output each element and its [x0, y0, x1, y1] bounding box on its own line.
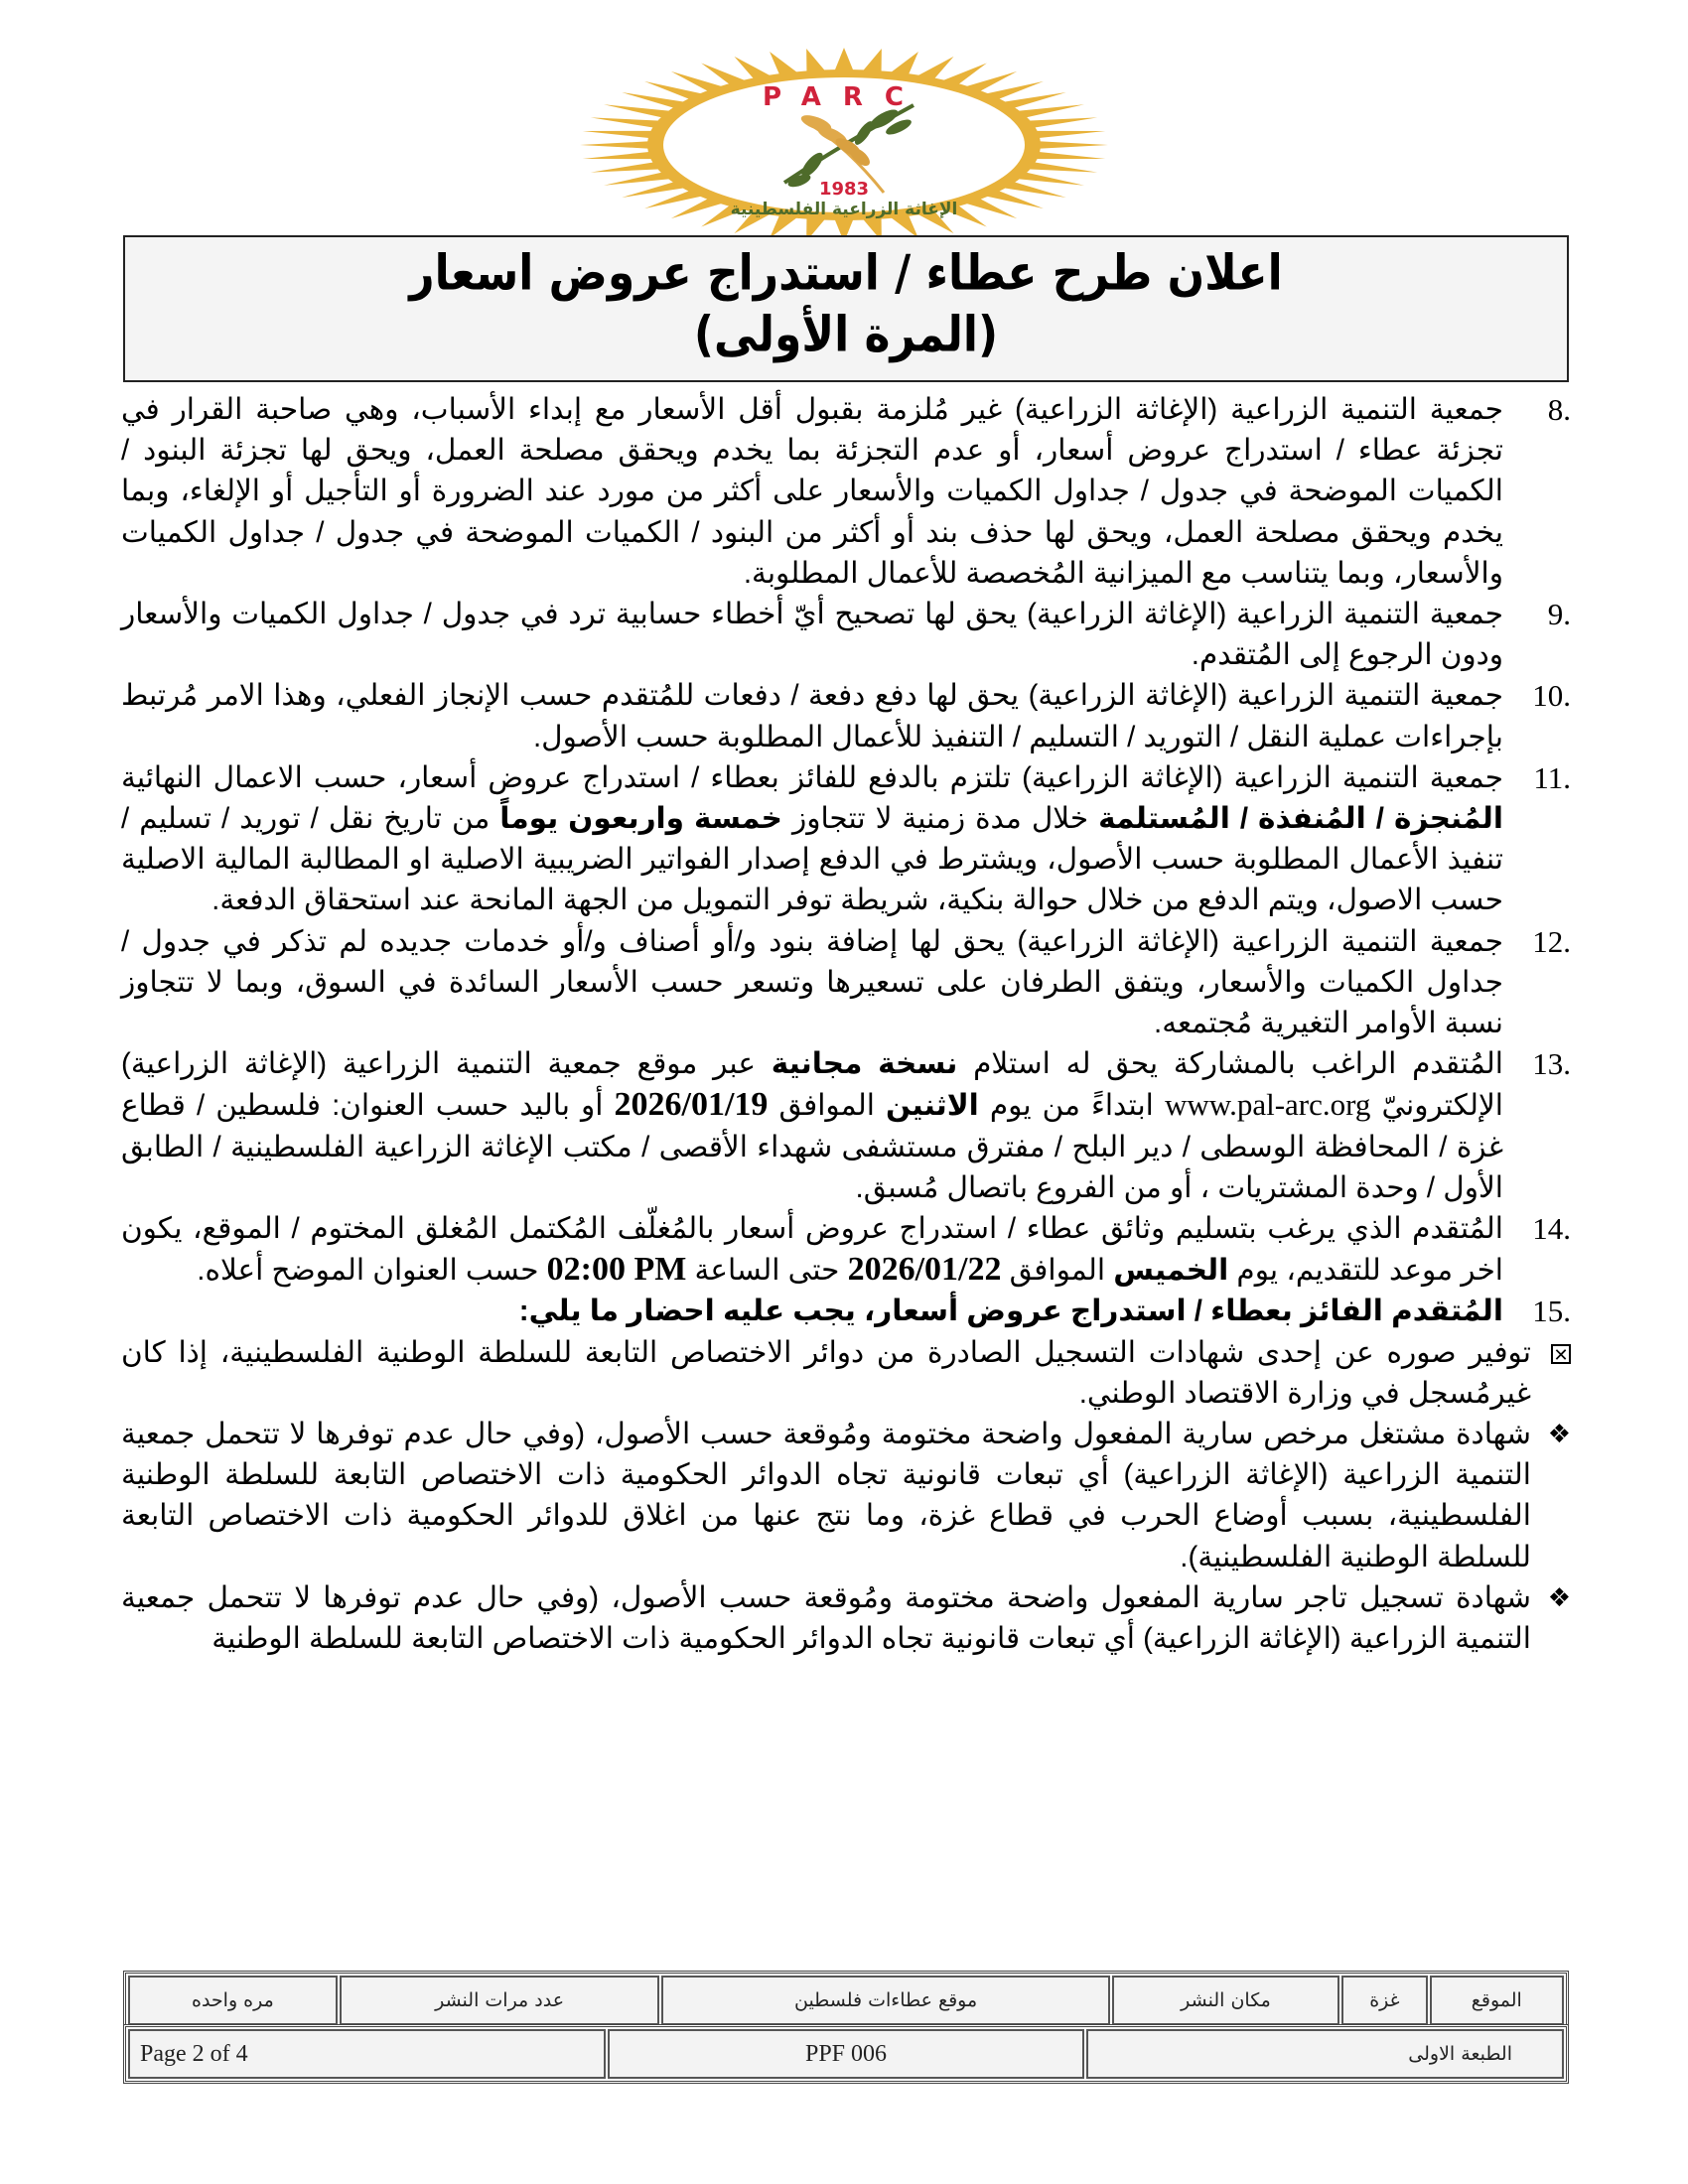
term-text-part: عبر موقع جمعية التنمية الزراعية (الإغاثة الزراعية) الإلكترونيّ	[121, 1047, 1503, 1123]
term-text-part: الموافق	[1001, 1254, 1114, 1288]
diamond-bullet-icon: ❖	[1547, 1419, 1571, 1449]
term-text-part: جمعية التنمية الزراعية (الإغاثة الزراعية) تلتزم بالدفع للفائز بعطاء / استدراج عروض أسعار، حسب الاعمال النهائية	[121, 760, 1503, 794]
term-text-part: من تاريخ نقل / توريد / تسليم / تنفيذ الأعمال المطلوبة حسب الأصول، ويشترط في الدفع إصدار الفواتير الضريبية الاصلية او المطالبة المالية الاصلية حسب الاصول، ويتم الدفع من خلال حوالة بنكية، شريطة توفر التمويل من الجهة المانحة عند استحقاق الدفعة.	[121, 802, 1503, 917]
term-item-10	[121, 675, 1571, 756]
announcement-subtitle: (المرة الأولى)	[693, 306, 999, 363]
sun-ray	[1017, 172, 1084, 185]
checkbox-x-icon: ✕	[1531, 1332, 1571, 1373]
location-value: غزة	[1341, 1976, 1427, 2025]
term-item-12	[121, 921, 1571, 1044]
parc-logo-graphic	[556, 44, 1132, 242]
start-date: 2026/01/19	[614, 1086, 769, 1124]
deadline-date: 2026/01/22	[847, 1251, 1002, 1289]
term-number: 8.	[1547, 392, 1571, 427]
publication-info-row	[128, 1976, 1564, 2025]
deadline-time: 02:00 PM	[546, 1251, 687, 1289]
term-number: 13.	[1532, 1046, 1571, 1082]
term-text-part: المُتقدم الذي يرغب بتسليم وثائق عطاء / استدراج عروض أسعار بالمُغلّف المُكتمل المُغلق المختوم / الموقع، يكون اخر موعد للتقديم، يوم	[121, 1212, 1503, 1288]
sun-ray	[1017, 104, 1084, 117]
term-item-14	[121, 1208, 1571, 1291]
website-link[interactable]: www.pal-arc.org	[1164, 1087, 1371, 1123]
term-number: 11.	[1533, 759, 1571, 795]
term-text-part: أو باليد حسب العنوان: فلسطين / قطاع غزة / المحافظة الوسطى / دير البلح / مفترق مستشفى شهداء الأقصى / مكتب الإغاثة الزراعية الفلسطينية / الطابق الأول / وحدة المشتريات ، أو من الفروع باتصال مُسبق.	[121, 1089, 1503, 1204]
deadline-day-bold: الخميس	[1113, 1254, 1229, 1288]
requirement-item	[121, 1332, 1571, 1414]
term-text-part: الموافق	[768, 1089, 886, 1123]
terms-list	[121, 389, 1571, 1659]
term-number: 9.	[1547, 597, 1571, 632]
term-item-9	[121, 594, 1571, 675]
term-text: جمعية التنمية الزراعية (الإغاثة الزراعية) يحق لها إضافة بنود و/أو أصناف و/أو خدمات جديده لم تذكر في جدول / جداول الكميات والأسعار، ويتفق الطرفان على تسعيرها وتسعر حسب الأسعار السائدة في السوق، وبما لا تتجاوز نسبة الأوامر التغيرية مُجتمعه.	[121, 924, 1503, 1040]
term-text-part: حسب العنوان الموضح أعلاه.	[197, 1254, 547, 1288]
form-code: PPF 006	[608, 2029, 1085, 2079]
announcement-title: اعلان طرح عطاء / استدراج عروض اسعار	[409, 244, 1283, 302]
sun-ray	[1039, 141, 1108, 148]
sun-ray	[580, 141, 649, 148]
term-item-13	[121, 1043, 1571, 1208]
sun-ray	[1028, 117, 1097, 127]
sun-ray	[604, 104, 671, 117]
term-number: 14.	[1532, 1211, 1571, 1247]
page-number: Page 2 of 4	[128, 2029, 606, 2079]
document-info-table	[123, 2024, 1569, 2084]
term-text	[121, 1043, 1503, 1208]
free-copy-bold: نسخة مجانية	[771, 1047, 958, 1081]
requirements-heading: المُتقدم الفائز بعطاء / استدراج عروض أسعار، يجب عليه احضار ما يلي:	[518, 1295, 1503, 1328]
requirement-text: شهادة تسجيل تاجر سارية المفعول واضحة مختومة ومُوقعة حسب الأصول، (وفي حال عدم توفرها لا تتحمل جمعية التنمية الزراعية (الإغاثة الزراعية) أي تبعات قانونية تجاه الدوائر الحكومية ذات الاختصاص التابعة للسلطة الوطنية	[121, 1580, 1531, 1656]
requirement-text: شهادة مشتغل مرخص سارية المفعول واضحة مختومة ومُوقعة حسب الأصول، (وفي حال عدم توفرها لا تتحمل جمعية التنمية الزراعية (الإغاثة الزراعية) أي تبعات قانونية تجاه الدوائر الحكومية ذات الاختصاص التابعة للسلطة الوطنية الفلسطينية، بسبب أوضاع الحرب في قطاع غزة، وما نتج عنها من اغلاق للدوائر الحكومية ذات الاختصاص التابعة للسلطة الوطنية الفلسطينية).	[121, 1418, 1531, 1573]
sun-ray	[591, 162, 660, 172]
completed-works-bold: المُنجزة / المُنفذة / المُستلمة	[1098, 802, 1503, 836]
sun-ray	[862, 49, 882, 72]
sun-ray	[1028, 162, 1097, 172]
term-item-15	[121, 1291, 1571, 1331]
publish-place-label: مكان النشر	[1112, 1976, 1339, 2025]
requirement-item	[121, 1414, 1571, 1577]
sun-ray	[591, 117, 660, 127]
announcement-title-box	[123, 235, 1569, 382]
term-number: 10.	[1532, 678, 1571, 714]
term-text: جمعية التنمية الزراعية (الإغاثة الزراعية) يحق لها تصحيح أيّ أخطاء حسابية ترد في جدول / جداول الكميات والأسعار ودون الرجوع إلى المُتقدم.	[121, 598, 1503, 672]
publish-count-label: عدد مرات النشر	[340, 1976, 660, 2025]
sun-ray	[834, 48, 854, 71]
term-text-part: خلال مدة زمنية لا تتجاوز	[781, 802, 1099, 836]
logo-acronym: PARC	[763, 82, 925, 112]
logo-year: 1983	[818, 179, 870, 200]
term-number: 12.	[1532, 923, 1571, 959]
parc-logo	[556, 44, 1132, 242]
term-text-part: حتى الساعة	[686, 1254, 848, 1288]
sun-ray	[806, 49, 826, 72]
diamond-bullet-icon: ❖	[1547, 1581, 1571, 1612]
term-text	[121, 1208, 1503, 1291]
logo-arabic-name: الإغاثة الزراعية الفلسطينية	[730, 200, 958, 219]
sun-ray	[1035, 131, 1105, 138]
term-number: 15.	[1532, 1294, 1571, 1329]
term-text	[121, 757, 1503, 921]
sun-ray	[583, 131, 653, 138]
term-text: جمعية التنمية الزراعية (الإغاثة الزراعية) غير مُلزمة بقبول أقل الأسعار مع إبداء الأسباب، وهي صاحبة القرار في تجزئة عطاء / استدراج عروض أسعار، أو عدم التجزئة بما يخدم ويحقق مصلحة العمل، ويحق لها تجزئة البنود / الكميات الموضحة في جدول / جداول الكميات والأسعار على أكثر من مورد عند الضرورة أو التأجيل أو الإلغاء، وبما يخدم ويحقق مصلحة العمل، ويحق لها حذف بند أو أكثر من البنود / الكميات الموضحة في جدول / جداول الكميات والأسعار، وبما يتناسب مع الميزانية المُخصصة للأعمال المطلوبة.	[121, 393, 1503, 590]
publish-place-value: موقع عطاءات فلسطين	[661, 1976, 1109, 2025]
sun-ray	[604, 172, 671, 185]
requirement-item	[121, 1577, 1571, 1659]
location-label: الموقع	[1430, 1976, 1564, 2025]
term-item-8	[121, 389, 1571, 594]
publication-info-table	[123, 1971, 1569, 2030]
term-text-part: ابتداءً من يوم	[978, 1089, 1165, 1123]
document-info-row	[128, 2029, 1564, 2079]
term-item-11	[121, 757, 1571, 921]
requirement-text: توفير صوره عن إحدى شهادات التسجيل الصادرة من دوائر الاختصاص التابعة للسلطة الوطنية الفلسطينية، إذا كان غيرمُسجل في وزارة الاقتصاد الوطني.	[121, 1335, 1531, 1410]
start-day-bold: الاثنين	[885, 1089, 979, 1123]
sun-ray	[1035, 152, 1105, 159]
publish-count-value: مره واحده	[128, 1976, 338, 2025]
term-text: جمعية التنمية الزراعية (الإغاثة الزراعية) يحق لها دفع دفعة / دفعات للمُتقدم حسب الإنجاز الفعلي، وهذا الامر مُرتبط بإجراءات عملية النقل / التوريد / التسليم / التنفيذ للأعمال المطلوبة حسب الأصول.	[121, 679, 1503, 753]
sun-ray	[583, 152, 653, 159]
payment-period-bold: خمسة واربعون يوماً	[499, 802, 782, 836]
term-text-part: المُتقدم الراغب بالمشاركة يحق له استلام	[957, 1047, 1503, 1081]
edition-label: الطبعة الاولى	[1086, 2029, 1564, 2079]
